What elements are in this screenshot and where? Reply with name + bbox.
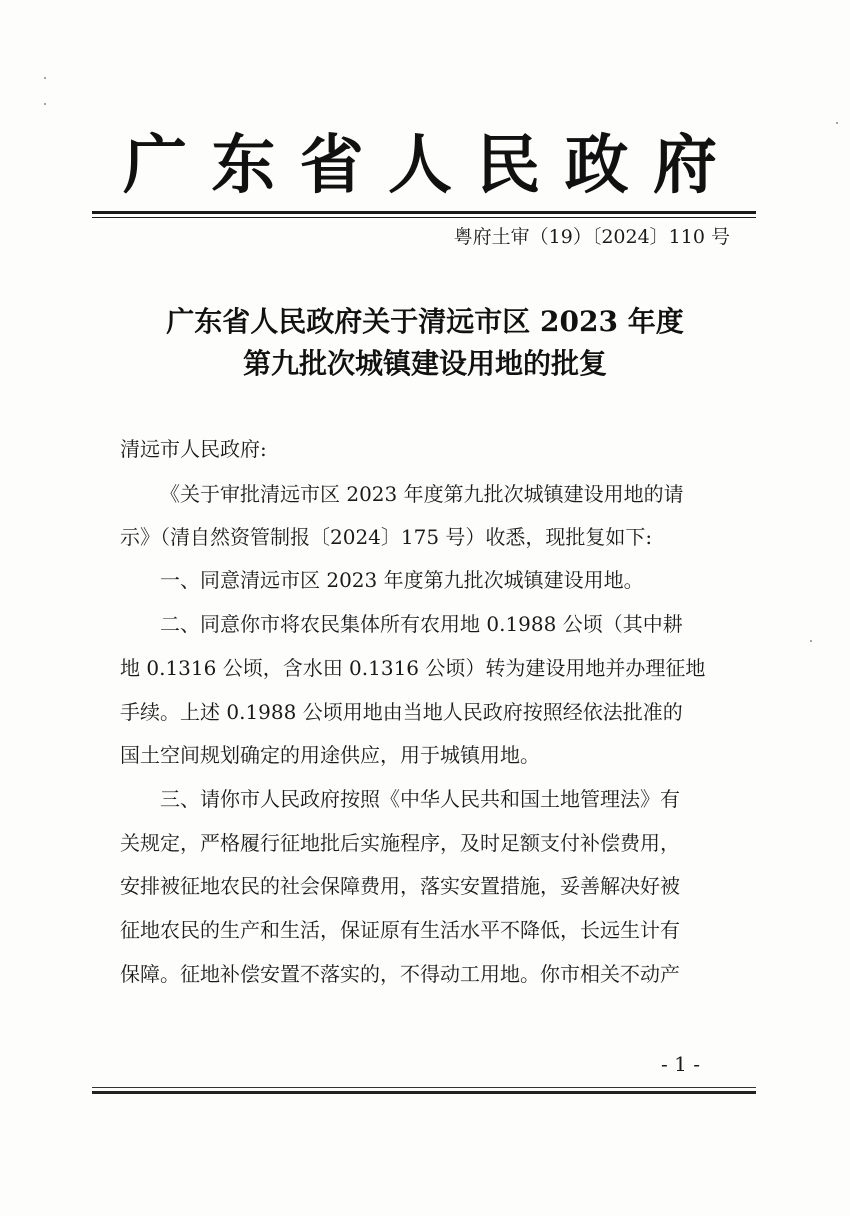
issuer-char: 政: [564, 128, 629, 203]
salutation: 清远市人民政府:: [120, 437, 267, 461]
issuer-char: 省: [299, 128, 364, 203]
document-number: 粤府土审（19）〔2024〕110 号: [453, 226, 730, 248]
body-line: 《关于审批清远市区 2023 年度第九批次城镇建设用地的请: [160, 482, 684, 506]
body-line: 示》（清自然资管制报〔2024〕175 号）收悉，现批复如下:: [120, 525, 653, 549]
header-rule-thick: [92, 211, 756, 214]
footer-rule-thin: [92, 1087, 756, 1088]
document-title-line-2: 第九批次城镇建设用地的批复: [242, 347, 607, 380]
body-line: 保障。征地补偿安置不落实的，不得动工用地。你市相关不动产: [120, 962, 680, 986]
body-line: 关规定，严格履行征地批后实施程序，及时足额支付补偿费用，: [120, 831, 680, 855]
body-line: 手续。上述 0.1988 公顷用地由当地人民政府按照经依法批准的: [120, 700, 683, 724]
body-line: 征地农民的生产和生活，保证原有生活水平不降低，长远生计有: [120, 918, 680, 942]
issuer-char: 府: [652, 128, 717, 203]
body-line: 一、同意清远市区 2023 年度第九批次城镇建设用地。: [160, 568, 644, 592]
body-line: 国土空间规划确定的用途供应，用于城镇用地。: [120, 743, 540, 767]
issuer-char: 民: [476, 128, 541, 203]
footer-rule-thick: [92, 1091, 756, 1094]
body-line: 地 0.1316 公顷，含水田 0.1316 公顷）转为建设用地并办理征地: [120, 656, 706, 680]
body-line: 二、同意你市将农民集体所有农用地 0.1988 公顷（其中耕: [160, 612, 683, 636]
scan-speck: [836, 122, 838, 124]
body-line: 三、请你市人民政府按照《中华人民共和国土地管理法》有: [160, 787, 680, 811]
scan-speck: [44, 103, 46, 105]
body-line: 安排被征地农民的社会保障费用，落实安置措施，妥善解决好被: [120, 874, 680, 898]
issuer-char: 东: [211, 128, 276, 203]
header-rule-thin: [92, 217, 756, 218]
scan-speck: [44, 77, 46, 79]
page-number: - 1 -: [661, 1052, 700, 1076]
scan-speck: [810, 640, 812, 642]
issuer-header: [120, 120, 720, 203]
issuer-char: 人: [387, 128, 452, 203]
issuer-char: 广: [123, 128, 187, 203]
document-title-line-1: 广东省人民政府关于清远市区 2023 年度: [166, 305, 684, 338]
